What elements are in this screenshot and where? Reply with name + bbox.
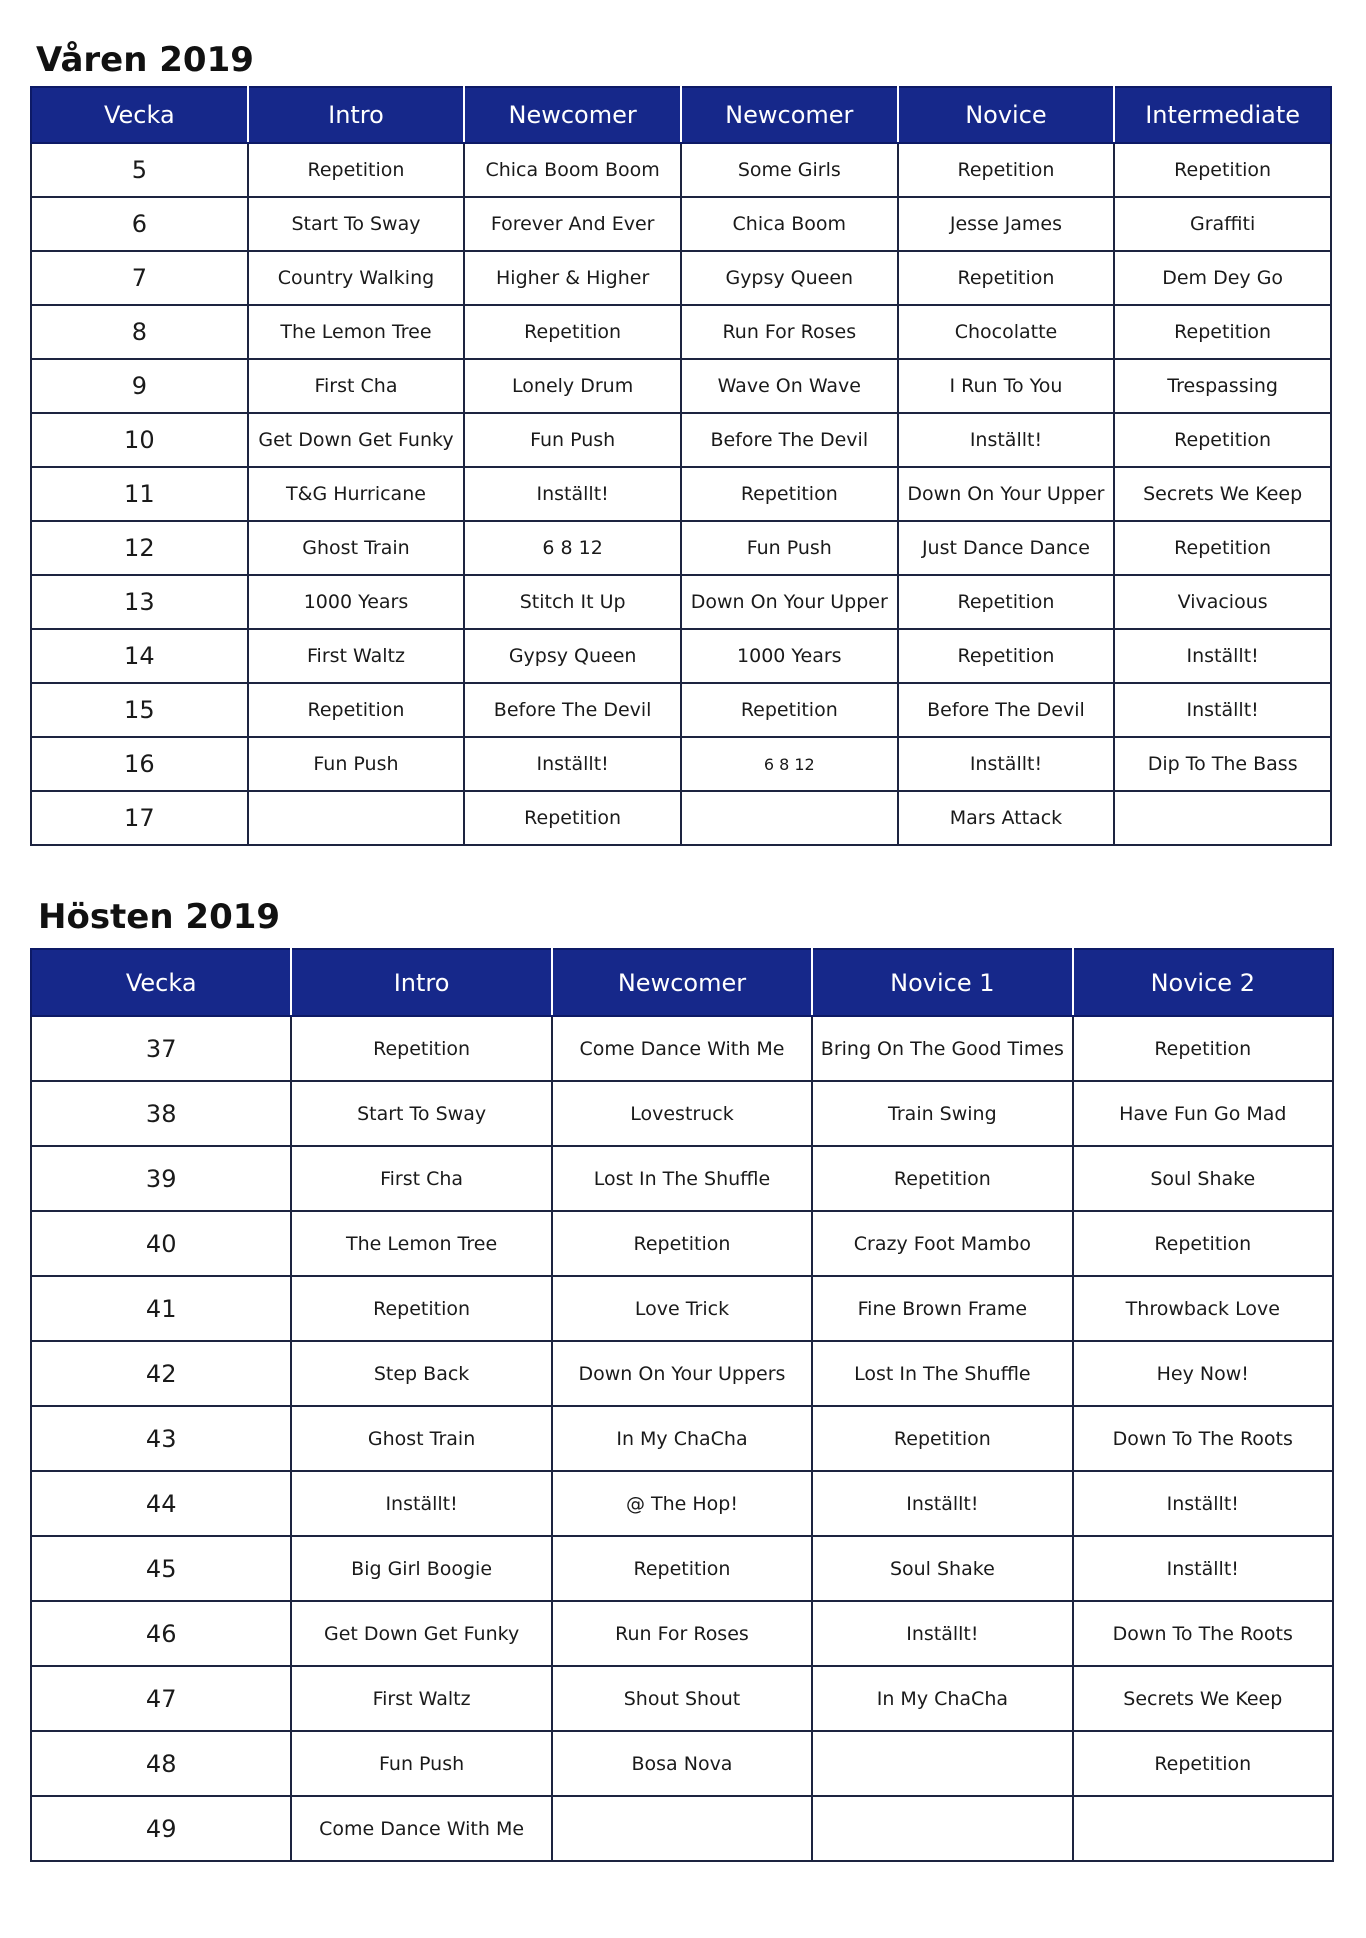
dance-cell: 1000 Years bbox=[681, 629, 898, 683]
dance-cell: Inställt! bbox=[1073, 1471, 1333, 1536]
dance-cell: The Lemon Tree bbox=[291, 1211, 551, 1276]
dance-cell: Chica Boom Boom bbox=[464, 143, 681, 197]
spring-title: Våren 2019 bbox=[36, 40, 254, 80]
dance-cell: Inställt! bbox=[1114, 629, 1331, 683]
week-number-cell: 10 bbox=[31, 413, 248, 467]
week-number-cell: 49 bbox=[31, 1796, 291, 1861]
dance-cell: Just Dance Dance bbox=[898, 521, 1115, 575]
dance-cell: Lovestruck bbox=[552, 1081, 812, 1146]
dance-cell: First Cha bbox=[291, 1146, 551, 1211]
table-row bbox=[31, 1536, 1333, 1601]
dance-cell: Ghost Train bbox=[248, 521, 465, 575]
table-row bbox=[31, 521, 1331, 575]
dance-cell: Repetition bbox=[812, 1406, 1072, 1471]
dance-cell: Gypsy Queen bbox=[464, 629, 681, 683]
dance-cell: Inställt! bbox=[812, 1471, 1072, 1536]
column-header: Vecka bbox=[31, 87, 248, 143]
column-header: Vecka bbox=[31, 949, 291, 1016]
table-row bbox=[31, 1276, 1333, 1341]
dance-cell: Before The Devil bbox=[898, 683, 1115, 737]
week-number-cell: 14 bbox=[31, 629, 248, 683]
dance-cell: Inställt! bbox=[464, 737, 681, 791]
table-row bbox=[31, 305, 1331, 359]
table-row bbox=[31, 1211, 1333, 1276]
dance-cell: First Waltz bbox=[291, 1666, 551, 1731]
week-number-cell: 46 bbox=[31, 1601, 291, 1666]
dance-cell: Bring On The Good Times bbox=[812, 1016, 1072, 1081]
table-row bbox=[31, 1081, 1333, 1146]
dance-cell bbox=[552, 1796, 812, 1861]
table-row bbox=[31, 575, 1331, 629]
dance-cell: Jesse James bbox=[898, 197, 1115, 251]
dance-cell: Inställt! bbox=[464, 467, 681, 521]
dance-cell: Repetition bbox=[248, 143, 465, 197]
dance-cell: Fun Push bbox=[291, 1731, 551, 1796]
dance-cell: Run For Roses bbox=[681, 305, 898, 359]
dance-cell: @ The Hop! bbox=[552, 1471, 812, 1536]
dance-cell: Repetition bbox=[1114, 143, 1331, 197]
dance-cell: Inställt! bbox=[291, 1471, 551, 1536]
dance-cell: Repetition bbox=[898, 575, 1115, 629]
column-header: Intro bbox=[291, 949, 551, 1016]
dance-cell: Bosa Nova bbox=[552, 1731, 812, 1796]
dance-cell: Inställt! bbox=[812, 1601, 1072, 1666]
table-row bbox=[31, 413, 1331, 467]
week-number-cell: 48 bbox=[31, 1731, 291, 1796]
week-number-cell: 7 bbox=[31, 251, 248, 305]
dance-cell: Fun Push bbox=[681, 521, 898, 575]
table-row bbox=[31, 683, 1331, 737]
column-header: Newcomer bbox=[552, 949, 812, 1016]
dance-cell bbox=[248, 791, 465, 845]
dance-cell: Repetition bbox=[1073, 1211, 1333, 1276]
dance-cell: Repetition bbox=[1073, 1016, 1333, 1081]
dance-cell: Down To The Roots bbox=[1073, 1406, 1333, 1471]
dance-cell: Dem Dey Go bbox=[1114, 251, 1331, 305]
week-number-cell: 11 bbox=[31, 467, 248, 521]
week-number-cell: 37 bbox=[31, 1016, 291, 1081]
dance-cell: Down On Your Uppers bbox=[552, 1341, 812, 1406]
dance-cell: Trespassing bbox=[1114, 359, 1331, 413]
dance-cell: Run For Roses bbox=[552, 1601, 812, 1666]
dance-cell: Repetition bbox=[898, 251, 1115, 305]
week-number-cell: 43 bbox=[31, 1406, 291, 1471]
week-number-cell: 39 bbox=[31, 1146, 291, 1211]
column-header: Novice bbox=[898, 87, 1115, 143]
dance-cell: Train Swing bbox=[812, 1081, 1072, 1146]
dance-cell: Come Dance With Me bbox=[552, 1016, 812, 1081]
table-header-row bbox=[31, 949, 1333, 1016]
dance-cell: Inställt! bbox=[1114, 683, 1331, 737]
dance-cell: Secrets We Keep bbox=[1073, 1666, 1333, 1731]
dance-cell: Start To Sway bbox=[248, 197, 465, 251]
dance-cell bbox=[812, 1731, 1072, 1796]
table-row bbox=[31, 1666, 1333, 1731]
dance-cell: Lost In The Shuffle bbox=[812, 1341, 1072, 1406]
table-row bbox=[31, 467, 1331, 521]
dance-cell: Repetition bbox=[1114, 305, 1331, 359]
week-number-cell: 40 bbox=[31, 1211, 291, 1276]
table-row bbox=[31, 1471, 1333, 1536]
dance-cell: Have Fun Go Mad bbox=[1073, 1081, 1333, 1146]
week-number-cell: 41 bbox=[31, 1276, 291, 1341]
dance-cell: 1000 Years bbox=[248, 575, 465, 629]
dance-cell: Repetition bbox=[291, 1276, 551, 1341]
dance-cell: Repetition bbox=[1114, 521, 1331, 575]
week-number-cell: 5 bbox=[31, 143, 248, 197]
dance-cell: Come Dance With Me bbox=[291, 1796, 551, 1861]
dance-cell: Repetition bbox=[812, 1146, 1072, 1211]
dance-cell: Higher & Higher bbox=[464, 251, 681, 305]
dance-cell bbox=[812, 1796, 1072, 1861]
dance-cell bbox=[1073, 1796, 1333, 1861]
dance-cell: Fine Brown Frame bbox=[812, 1276, 1072, 1341]
dance-cell: Secrets We Keep bbox=[1114, 467, 1331, 521]
dance-cell: Down On Your Upper bbox=[898, 467, 1115, 521]
dance-cell: Country Walking bbox=[248, 251, 465, 305]
table-row bbox=[31, 1146, 1333, 1211]
dance-cell: Lonely Drum bbox=[464, 359, 681, 413]
week-number-cell: 15 bbox=[31, 683, 248, 737]
dance-cell: Down On Your Upper bbox=[681, 575, 898, 629]
dance-cell: Step Back bbox=[291, 1341, 551, 1406]
dance-cell: First Cha bbox=[248, 359, 465, 413]
dance-cell: Start To Sway bbox=[291, 1081, 551, 1146]
table-row bbox=[31, 1341, 1333, 1406]
table-row bbox=[31, 737, 1331, 791]
dance-cell: Repetition bbox=[681, 683, 898, 737]
dance-cell: Repetition bbox=[464, 791, 681, 845]
table-row bbox=[31, 1601, 1333, 1666]
week-number-cell: 38 bbox=[31, 1081, 291, 1146]
week-number-cell: 44 bbox=[31, 1471, 291, 1536]
dance-cell: Dip To The Bass bbox=[1114, 737, 1331, 791]
dance-cell: Wave On Wave bbox=[681, 359, 898, 413]
dance-cell: In My ChaCha bbox=[552, 1406, 812, 1471]
dance-cell: Forever And Ever bbox=[464, 197, 681, 251]
table-row bbox=[31, 1731, 1333, 1796]
week-number-cell: 9 bbox=[31, 359, 248, 413]
dance-cell: Repetition bbox=[681, 467, 898, 521]
dance-cell: Gypsy Queen bbox=[681, 251, 898, 305]
autumn-schedule-table bbox=[30, 948, 1334, 1862]
dance-cell: Inställt! bbox=[1073, 1536, 1333, 1601]
table-row bbox=[31, 791, 1331, 845]
dance-cell: Graffiti bbox=[1114, 197, 1331, 251]
week-number-cell: 8 bbox=[31, 305, 248, 359]
table-header-row bbox=[31, 87, 1331, 143]
week-number-cell: 17 bbox=[31, 791, 248, 845]
column-header: Newcomer bbox=[681, 87, 898, 143]
week-number-cell: 12 bbox=[31, 521, 248, 575]
dance-cell: Repetition bbox=[1114, 413, 1331, 467]
column-header: Novice 2 bbox=[1073, 949, 1333, 1016]
dance-cell: Crazy Foot Mambo bbox=[812, 1211, 1072, 1276]
dance-cell: Chocolatte bbox=[898, 305, 1115, 359]
dance-cell: Ghost Train bbox=[291, 1406, 551, 1471]
dance-cell: Lost In The Shuffle bbox=[552, 1146, 812, 1211]
dance-cell: Big Girl Boogie bbox=[291, 1536, 551, 1601]
dance-cell: Throwback Love bbox=[1073, 1276, 1333, 1341]
dance-cell: First Waltz bbox=[248, 629, 465, 683]
dance-cell: Soul Shake bbox=[812, 1536, 1072, 1601]
table-row bbox=[31, 1406, 1333, 1471]
dance-cell: Hey Now! bbox=[1073, 1341, 1333, 1406]
dance-cell: Down To The Roots bbox=[1073, 1601, 1333, 1666]
table-row bbox=[31, 1796, 1333, 1861]
table-row bbox=[31, 251, 1331, 305]
dance-cell: Stitch It Up bbox=[464, 575, 681, 629]
week-number-cell: 47 bbox=[31, 1666, 291, 1731]
week-number-cell: 16 bbox=[31, 737, 248, 791]
column-header: Intermediate bbox=[1114, 87, 1331, 143]
dance-cell: I Run To You bbox=[898, 359, 1115, 413]
week-number-cell: 42 bbox=[31, 1341, 291, 1406]
dance-cell: Fun Push bbox=[464, 413, 681, 467]
column-header: Newcomer bbox=[464, 87, 681, 143]
dance-cell: Repetition bbox=[552, 1211, 812, 1276]
week-number-cell: 6 bbox=[31, 197, 248, 251]
dance-cell: Repetition bbox=[898, 143, 1115, 197]
dance-cell: 6 8 12 bbox=[464, 521, 681, 575]
dance-cell: 6 8 12 bbox=[681, 737, 898, 791]
dance-cell: Vivacious bbox=[1114, 575, 1331, 629]
autumn-title: Hösten 2019 bbox=[38, 897, 281, 937]
table-row bbox=[31, 629, 1331, 683]
dance-cell: T&G Hurricane bbox=[248, 467, 465, 521]
dance-cell: Inställt! bbox=[898, 737, 1115, 791]
table-row bbox=[31, 197, 1331, 251]
dance-cell: Before The Devil bbox=[464, 683, 681, 737]
dance-cell: Some Girls bbox=[681, 143, 898, 197]
dance-cell: Repetition bbox=[552, 1536, 812, 1601]
dance-cell: Love Trick bbox=[552, 1276, 812, 1341]
dance-cell: Chica Boom bbox=[681, 197, 898, 251]
dance-cell: Before The Devil bbox=[681, 413, 898, 467]
table-row bbox=[31, 359, 1331, 413]
dance-cell: Get Down Get Funky bbox=[291, 1601, 551, 1666]
table-row bbox=[31, 143, 1331, 197]
dance-cell: Repetition bbox=[464, 305, 681, 359]
table-row bbox=[31, 1016, 1333, 1081]
dance-cell: In My ChaCha bbox=[812, 1666, 1072, 1731]
dance-cell: Repetition bbox=[1073, 1731, 1333, 1796]
column-header: Novice 1 bbox=[812, 949, 1072, 1016]
dance-cell bbox=[1114, 791, 1331, 845]
dance-cell: Mars Attack bbox=[898, 791, 1115, 845]
dance-cell bbox=[681, 791, 898, 845]
dance-cell: The Lemon Tree bbox=[248, 305, 465, 359]
week-number-cell: 45 bbox=[31, 1536, 291, 1601]
week-number-cell: 13 bbox=[31, 575, 248, 629]
dance-cell: Repetition bbox=[898, 629, 1115, 683]
dance-cell: Get Down Get Funky bbox=[248, 413, 465, 467]
dance-cell: Inställt! bbox=[898, 413, 1115, 467]
dance-cell: Soul Shake bbox=[1073, 1146, 1333, 1211]
dance-cell: Shout Shout bbox=[552, 1666, 812, 1731]
dance-cell: Repetition bbox=[248, 683, 465, 737]
column-header: Intro bbox=[248, 87, 465, 143]
spring-schedule-table bbox=[30, 86, 1332, 846]
dance-cell: Fun Push bbox=[248, 737, 465, 791]
dance-cell: Repetition bbox=[291, 1016, 551, 1081]
